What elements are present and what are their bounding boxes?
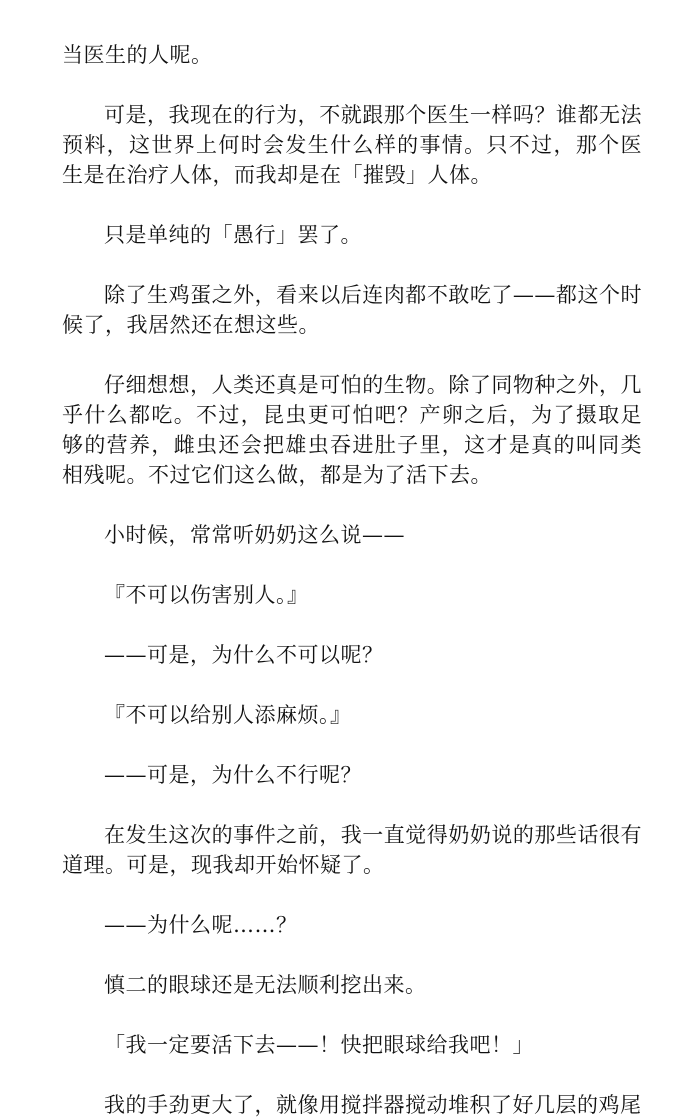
paragraph-15: 我的手劲更大了，就像用搅拌器搅动堆积了好几层的鸡尾 (104, 1093, 642, 1117)
paragraph-9: 『不可以给别人添麻烦。』 (104, 703, 352, 727)
paragraph-14: 「我一定要活下去——！快把眼球给我吧！」 (104, 1033, 534, 1057)
document-page (62, 0, 642, 1120)
paragraph-7: 『不可以伤害别人。』 (104, 583, 309, 607)
paragraph-1: 当医生的人呢。 (62, 43, 213, 67)
paragraph-13: 慎二的眼球还是无法顺利挖出来。 (104, 973, 427, 997)
paragraph-10: ——可是，为什么不行呢？ (104, 763, 362, 787)
paragraph-6: 小时候，常常听奶奶这么说—— (104, 523, 405, 547)
paragraph-2: 可是，我现在的行为，不就跟那个医生一样吗？谁都无法预料，这世界上何时会发生什么样的事情。只不过，那个医生是在治疗人体，而我却是在「摧毁」人体。 (62, 103, 642, 187)
paragraph-8: ——可是，为什么不可以呢？ (104, 643, 384, 667)
paragraph-4: 除了生鸡蛋之外，看来以后连肉都不敢吃了——都这个时候了，我居然还在想这些。 (62, 283, 642, 337)
paragraph-5: 仔细想想，人类还真是可怕的生物。除了同物种之外，几乎什么都吃。不过，昆虫更可怕吧？产卵之后，为了摄取足够的营养，雌虫还会把雄虫吞进肚子里，这才是真的叫同类相残呢。不过它们这么做，都是为了活下去。 (62, 373, 642, 487)
paragraph-12: ——为什么呢……？ (104, 913, 298, 937)
paragraph-11: 在发生这次的事件之前，我一直觉得奶奶说的那些话很有道理。可是，现我却开始怀疑了。 (62, 823, 642, 877)
paragraph-3: 只是单纯的「愚行」罢了。 (104, 223, 362, 247)
